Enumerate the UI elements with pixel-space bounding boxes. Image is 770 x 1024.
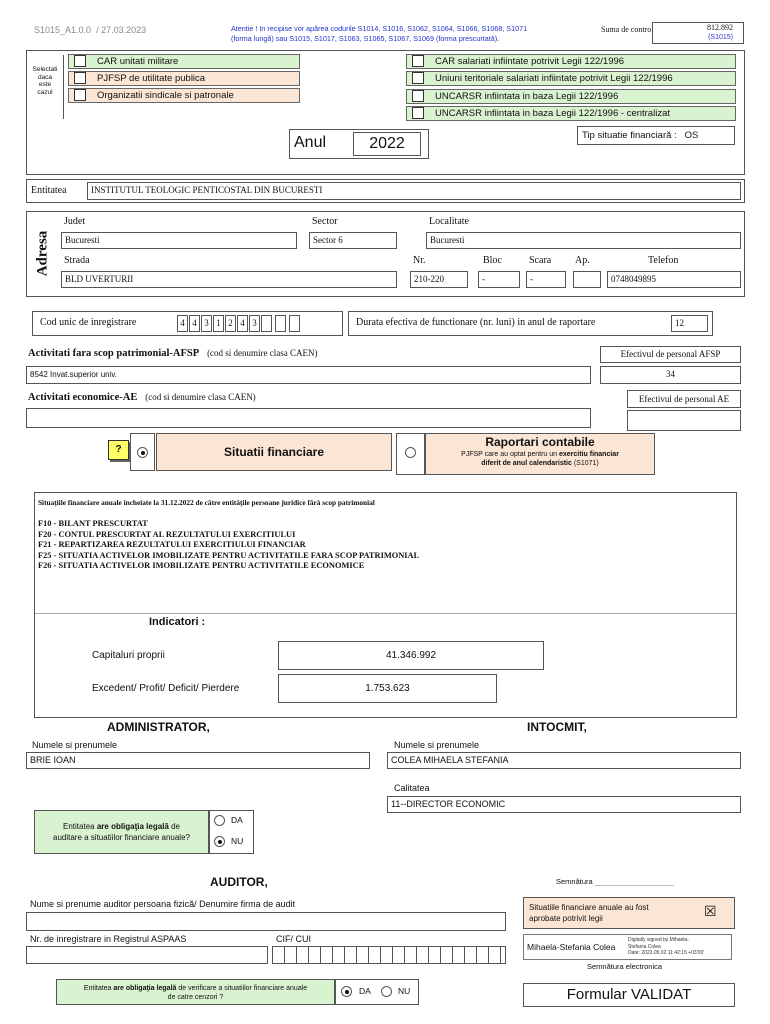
statement-type: Tip situatie financiară : OS xyxy=(577,126,735,145)
raportari-button[interactable]: Raportari contabile PJFSP care au optat pentru un exercitiu financiar diferit de anul calendaristic (S1071) xyxy=(425,433,655,475)
cui-digit[interactable] xyxy=(275,315,286,332)
checkbox-territorial-unions[interactable] xyxy=(412,72,424,84)
ae-caen-field[interactable] xyxy=(26,408,591,428)
approved-box: Situatiile financiare anuale au fost aprobate potrivit legii xyxy=(523,897,735,929)
checkbox-uncarsr-centralized[interactable] xyxy=(412,107,424,119)
form-code: S1015_A1.0.0 / 27.03.2023 xyxy=(34,25,147,35)
situatii-button[interactable]: Situatii financiare xyxy=(156,433,392,471)
sector-label: Sector xyxy=(312,216,338,227)
cui-digit[interactable]: 4 xyxy=(237,315,248,332)
auditor-title: AUDITOR, xyxy=(210,875,268,889)
admin-name-field[interactable]: BRIE IOAN xyxy=(26,752,370,769)
option-car-employees[interactable]: CAR salariati infiintate potrivit Legii 122/1996 xyxy=(406,54,736,69)
statement-item: F26 - SITUATIA ACTIVELOR IMOBILIZATE PENTRU ACTIVITATILE ECONOMICE xyxy=(38,561,365,570)
select-label: Selectati daca este cazul xyxy=(32,66,58,96)
auditor-name-field[interactable] xyxy=(26,912,506,931)
censor-da-radio[interactable] xyxy=(341,986,352,997)
statements-list xyxy=(38,519,419,572)
aspaas-field[interactable] xyxy=(26,946,268,964)
option-pjfsp-public[interactable]: PJFSP de utilitate publica xyxy=(68,71,300,86)
audit-nu-radio[interactable] xyxy=(214,836,225,847)
audit-da-label: DA xyxy=(231,815,243,825)
option-car-military[interactable]: CAR unitati militare xyxy=(68,54,300,69)
raportari-radio[interactable] xyxy=(405,447,416,458)
telefon-field[interactable]: 0748049895 xyxy=(607,271,741,288)
afsp-label: Activitati fara scop patrimonial-AFSP (cod si denumire clasa CAEN) xyxy=(28,348,318,359)
entity-label: Entitatea xyxy=(31,185,67,196)
calitatea-label: Calitatea xyxy=(394,783,430,793)
digital-signature-details: Digitally signed by Mihaela- Stefania Colea Date: 2023.05.02 11:42:15 +03'00' xyxy=(628,937,705,956)
help-button[interactable]: ? xyxy=(108,440,129,460)
statement-item: F25 - SITUATIA ACTIVELOR IMOBILIZATE PENTRU ACTIVITATILE FARA SCOP PATRIMONIAL xyxy=(38,550,420,560)
ae-label: Activitati economice-AE (cod si denumire clasa CAEN) xyxy=(28,392,256,403)
administrator-title: ADMINISTRATOR, xyxy=(107,720,210,734)
address-label: Adresa xyxy=(34,230,51,277)
electronic-signature-label: Semnătura electronica xyxy=(587,962,663,971)
option-unions[interactable]: Organizatii sindicale si patronale xyxy=(68,88,300,103)
statement-item: F10 - BILANT PRESCURTAT xyxy=(38,519,148,528)
censor-da-label: DA xyxy=(359,986,371,996)
audit-da-radio[interactable] xyxy=(214,815,225,826)
cui-digits[interactable] xyxy=(177,315,327,332)
checkbox-car-military[interactable] xyxy=(74,55,86,67)
localitate-field[interactable]: Bucuresti xyxy=(426,232,741,249)
intocmit-name-field[interactable]: COLEA MIHAELA STEFANIA xyxy=(387,752,741,769)
censor-nu-radio[interactable] xyxy=(381,986,392,997)
judet-label: Judet xyxy=(64,216,86,227)
digital-signature xyxy=(523,934,732,960)
cui-digit[interactable]: 3 xyxy=(201,315,212,332)
entity-name[interactable]: INSTITUTUL TEOLOGIC PENTICOSTAL DIN BUCURESTI xyxy=(87,182,741,200)
cui-digit[interactable]: 2 xyxy=(225,315,236,332)
cui-digit[interactable] xyxy=(261,315,272,332)
localitate-label: Localitate xyxy=(429,216,469,227)
statement-item: F20 - CONTUL PRESCURTAT AL REZULTATULUI EXERCITIULUI xyxy=(38,529,296,539)
calitatea-field[interactable]: 11--DIRECTOR ECONOMIC xyxy=(387,796,741,813)
situatii-radio[interactable] xyxy=(137,447,148,458)
cif-digits[interactable] xyxy=(272,946,506,964)
strada-label: Strada xyxy=(64,255,90,266)
cif-label: CIF/ CUI xyxy=(276,934,311,944)
profit-label: Excedent/ Profit/ Deficit/ Pierdere xyxy=(92,683,240,694)
audit-nu-label: NU xyxy=(231,836,244,846)
select-divider xyxy=(63,55,64,119)
cui-label: Cod unic de inregistrare xyxy=(40,317,137,328)
nr-label: Nr. xyxy=(413,255,426,266)
scara-field[interactable]: - xyxy=(526,271,566,288)
nr-field[interactable]: 210-220 xyxy=(410,271,468,288)
auditor-name-label: Nume si prenume auditor persoana fizică/ Denumire firma de audit xyxy=(30,899,296,909)
statements-intro: Situaţiile financiare anuale încheiate la 31.12.2022 de către entităţile persoane juridice fără scop patrimonial xyxy=(38,498,375,507)
cui-digit[interactable] xyxy=(289,315,300,332)
ae-staff-label: Efectivul de personal AE xyxy=(627,390,741,408)
admin-name-label: Numele si prenumele xyxy=(32,740,118,750)
option-uncarsr-centralized[interactable]: UNCARSR infiintata in baza Legii 122/1996 - centralizat xyxy=(406,106,736,121)
checkbox-pjfsp-public[interactable] xyxy=(74,72,86,84)
option-territorial-unions[interactable]: Uniuni teritoriale salariati infiintate potrivit Legii 122/1996 xyxy=(406,71,736,86)
afsp-staff-label: Efectivul de personal AFSP xyxy=(600,346,741,363)
durata-field[interactable]: 12 xyxy=(671,315,708,332)
aspaas-label: Nr. de inregistrare in Registrul ASPAAS xyxy=(30,934,187,944)
checksum-box: 812.892 (S1015) xyxy=(652,22,744,44)
afsp-caen-field[interactable]: 8542 Invat.superior univ. xyxy=(26,366,591,384)
durata-label: Durata efectiva de functionare (nr. luni) in anul de raportare xyxy=(356,317,596,328)
capital-field[interactable]: 41.346.992 xyxy=(278,641,544,670)
year-label: Anul xyxy=(294,134,327,151)
strada-field[interactable]: BLD UVERTURII xyxy=(61,271,397,288)
indicators-title: Indicatori : xyxy=(149,616,206,628)
cui-digit[interactable]: 1 xyxy=(213,315,224,332)
sector-field[interactable]: Sector 6 xyxy=(309,232,397,249)
checkbox-car-employees[interactable] xyxy=(412,55,424,67)
approved-check-icon[interactable]: ☒ xyxy=(704,903,717,919)
intocmit-name-label: Numele si prenumele xyxy=(394,740,480,750)
judet-field[interactable]: Bucuresti xyxy=(61,232,297,249)
cui-digit[interactable]: 4 xyxy=(177,315,188,332)
signature-line: Semnătura ___________________ xyxy=(556,877,675,886)
profit-field[interactable]: 1.753.623 xyxy=(278,674,497,703)
statement-item: F21 - REPARTIZAREA REZULTATULUI EXERCITIULUI FINANCIAR xyxy=(38,540,306,549)
validated-status: Formular VALIDAT xyxy=(523,983,735,1007)
audit-obligation-box: Entitatea are obligaţia legală de auditare a situatiilor financiare anuale? xyxy=(34,810,209,854)
capital-label: Capitaluri proprii xyxy=(92,650,165,661)
censor-nu-label: NU xyxy=(398,986,411,996)
year-input[interactable]: 2022 xyxy=(353,132,421,156)
checksum-label: Suma de control xyxy=(601,25,654,34)
ap-field[interactable] xyxy=(573,271,601,288)
afsp-staff-field[interactable]: 34 xyxy=(600,366,741,384)
cui-digit[interactable]: 4 xyxy=(189,315,200,332)
scara-label: Scara xyxy=(529,255,552,266)
signer-name: Mihaela-Stefania Colea xyxy=(527,942,616,952)
telefon-label: Telefon xyxy=(648,255,679,266)
bloc-label: Bloc xyxy=(483,255,502,266)
intocmit-title: INTOCMIT, xyxy=(527,720,587,734)
censor-box: Entitatea are obligaţia legală de verificare a situatiilor financiare anuale de catre cenzori ? xyxy=(56,979,335,1005)
checkbox-uncarsr[interactable] xyxy=(412,90,424,102)
notice-text: Atentie ! In recipise vor apărea codurile S1014, S1016, S1062, S1064, S1066, S1068, S1071 (forma lungă) sau S1015, S1017, S1063, S1065, S1067, S1069 (forma prescurtată). xyxy=(231,24,528,43)
statements-inner-divider xyxy=(35,613,736,614)
checkbox-unions[interactable] xyxy=(74,89,86,101)
ap-label: Ap. xyxy=(575,255,590,266)
ae-staff-field[interactable] xyxy=(627,410,741,431)
bloc-field[interactable]: - xyxy=(478,271,520,288)
option-uncarsr[interactable]: UNCARSR infiintata in baza Legii 122/1996 xyxy=(406,89,736,104)
cui-digit[interactable]: 3 xyxy=(249,315,260,332)
